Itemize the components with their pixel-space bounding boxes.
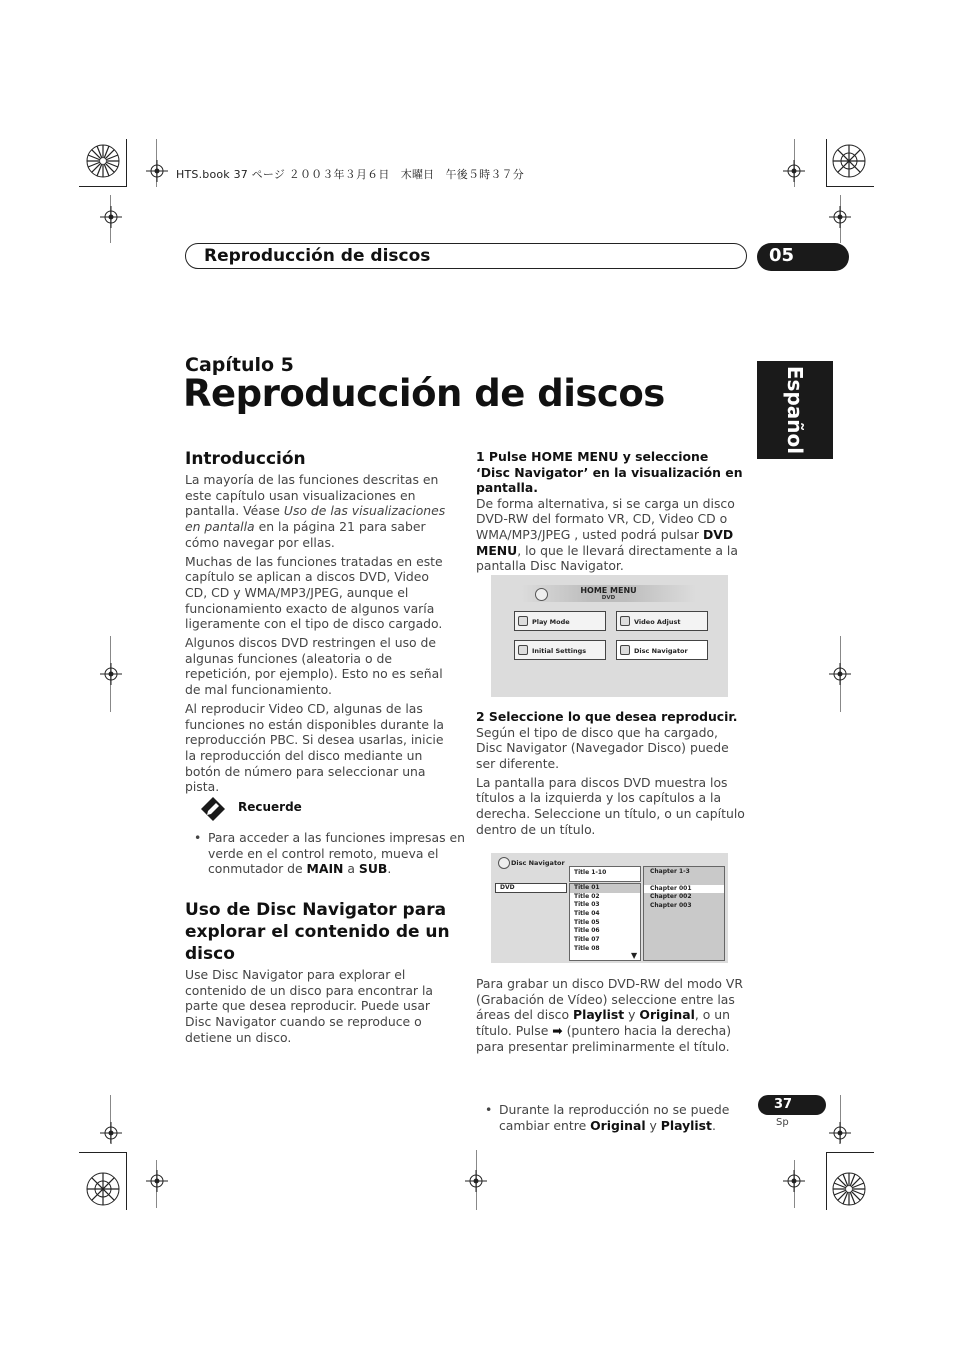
key-name: MAIN xyxy=(306,861,344,877)
intro-paragraph: Muchas de las funciones tratadas en este capítulo se aplican a discos DVD, Video CD, CD y WMA/MP3/JPEG, aunque el funcionamiento exacto de algunos varía ligeramente con el tipo de disco cargado. xyxy=(185,553,443,632)
language-tab xyxy=(757,361,833,459)
intro-heading: Introducción xyxy=(185,449,306,469)
video-adjust-button[interactable] xyxy=(616,611,708,631)
text: y xyxy=(624,1007,640,1023)
title-item[interactable]: Title 02 xyxy=(574,892,600,900)
text: . xyxy=(711,1117,716,1133)
crop-mark xyxy=(126,139,127,187)
page-title: Reproducción de discos xyxy=(183,372,665,415)
step1-text xyxy=(476,496,746,575)
right-arrow-icon: ➡ xyxy=(552,1023,563,1039)
text: , lo que le llevará directamente a la pantalla Disc Navigator. xyxy=(476,542,738,574)
disc-navigator-screen xyxy=(491,853,728,963)
step2 xyxy=(476,709,746,840)
crop-mark xyxy=(79,1152,127,1153)
text: Durante la reproducción no se puede cambiar entre xyxy=(499,1102,730,1133)
disc-navigator-icon xyxy=(620,645,630,655)
section-header xyxy=(185,243,747,269)
chapter-item[interactable]: Chapter 001 xyxy=(644,885,724,894)
chapter-label: Capítulo 5 xyxy=(185,354,294,376)
home-menu-subtitle: DVD xyxy=(601,595,616,601)
registration-sunburst-icon xyxy=(832,144,866,178)
language-label: Español xyxy=(783,365,807,455)
crop-mark xyxy=(826,1152,827,1210)
key-name: DVD MENU xyxy=(476,526,734,558)
home-menu-title: HOME MENU xyxy=(580,586,637,595)
button-label: Initial Settings xyxy=(532,647,587,655)
crop-mark xyxy=(79,186,127,187)
button-label: Video Adjust xyxy=(634,618,681,626)
titles-header: Title 1-10 xyxy=(569,866,641,882)
chapter-item[interactable]: Chapter 002 xyxy=(650,893,692,901)
text: a xyxy=(343,861,359,877)
crop-mark xyxy=(126,1152,127,1210)
title-item[interactable]: Title 01 xyxy=(570,884,640,893)
button-label: Play Mode xyxy=(532,618,570,626)
language-code: Sp xyxy=(776,1117,789,1128)
titles-list xyxy=(569,883,641,961)
settings-icon xyxy=(518,645,528,655)
cross-reference: Uso de las visualizaciones en pantalla xyxy=(185,503,446,535)
left-column xyxy=(185,448,453,798)
disc-navigator-button[interactable] xyxy=(616,640,708,660)
key-name: Original xyxy=(639,1007,695,1023)
text: (puntero hacia la derecha) para presentar preliminarmente el título. xyxy=(476,1023,732,1054)
page-number-badge xyxy=(758,1095,826,1115)
play-mode-button[interactable] xyxy=(514,611,606,631)
title-item[interactable]: Title 05 xyxy=(574,918,600,926)
text: De forma alternativa, si se carga un disco DVD-RW del formato VR, CD, Video CD o WMA/MP3/JPEG , usted podrá pulsar xyxy=(476,495,735,542)
registration-sunburst-icon xyxy=(86,144,120,178)
title-item[interactable]: Title 03 xyxy=(574,901,600,909)
title-item[interactable]: Title 08 xyxy=(574,944,600,952)
registration-crosshair-icon xyxy=(829,206,851,228)
registration-crosshair-icon xyxy=(146,1170,168,1192)
vr-bullet xyxy=(485,1102,759,1133)
step1 xyxy=(476,449,746,574)
chapter-badge xyxy=(757,243,849,271)
vr-paragraph xyxy=(476,976,746,1055)
step2-paragraph: La pantalla para discos DVD muestra los títulos a la izquierda y los capítulos a la derecha. Seleccione un título, o un capítulo dentro de un título. xyxy=(476,774,745,837)
key-name: Playlist xyxy=(573,1007,625,1023)
registration-crosshair-icon xyxy=(100,663,122,685)
text: . xyxy=(387,861,392,877)
intro-paragraph: Algunos discos DVD restringen el uso de algunas funciones (aleatoria o de repetición, por ejemplo). Esto no es señal de mal funcionamiento. xyxy=(185,635,443,698)
disc-navigator-paragraph: Use Disc Navigator para explorar el contenido de un disco para encontrar la parte que desea reproducir. Puede usar Disc Navigator cuando se reproduce o detiene un disco. xyxy=(185,967,433,1045)
registration-crosshair-icon xyxy=(783,1170,805,1192)
intro-body xyxy=(185,472,453,795)
title-item[interactable]: Title 04 xyxy=(574,910,600,918)
text: , o un título. Pulse xyxy=(476,1007,730,1039)
button-label: Disc Navigator xyxy=(634,647,688,655)
video-adjust-icon xyxy=(620,616,630,626)
disc-icon xyxy=(535,588,548,601)
chapters-header: Chapter 1-3 xyxy=(650,868,690,875)
title-item[interactable]: Title 06 xyxy=(574,927,600,935)
registration-crosshair-icon xyxy=(100,1122,122,1144)
registration-crosshair-icon xyxy=(829,1122,851,1144)
text: Para grabar un disco DVD-RW del modo VR (Grabación de Vídeo) seleccione entre las áreas del disco xyxy=(476,976,744,1023)
registration-sunburst-icon xyxy=(832,1172,866,1206)
text: Para acceder a las funciones impresas en verde en el control remoto, mueva el conmutador de xyxy=(208,830,465,877)
page-number: 37 xyxy=(774,1097,793,1112)
text: en la página 21 para saber cómo navegar por ellas. xyxy=(185,519,426,550)
scroll-down-arrow-icon[interactable]: ▼ xyxy=(631,951,638,960)
initial-settings-button[interactable] xyxy=(514,640,606,660)
play-mode-icon xyxy=(518,616,528,626)
memo-label: Recuerde xyxy=(238,800,302,814)
dvd-area-item[interactable]: DVD xyxy=(495,883,567,893)
registration-crosshair-icon xyxy=(146,160,168,182)
title-item[interactable]: Title 07 xyxy=(574,936,600,944)
registration-crosshair-icon xyxy=(100,206,122,228)
section-title: Reproducción de discos xyxy=(204,246,431,266)
memo-pen-icon xyxy=(200,796,226,822)
step2-body xyxy=(476,725,746,838)
home-menu-screen xyxy=(491,575,728,697)
navigator-title: Disc Navigator xyxy=(511,859,565,867)
chapter-number: 05 xyxy=(769,245,795,266)
disc-icon xyxy=(498,857,510,869)
memo-bullet xyxy=(194,830,466,877)
registration-crosshair-icon xyxy=(465,1170,487,1192)
key-name: Playlist xyxy=(660,1117,712,1133)
text: y xyxy=(645,1117,661,1133)
crop-mark xyxy=(826,186,874,187)
text: La mayoría de las funciones descritas en este capítulo usan visualizaciones en pantalla. Véase xyxy=(185,472,439,519)
registration-crosshair-icon xyxy=(783,160,805,182)
chapters-panel xyxy=(643,866,725,961)
key-name: Original xyxy=(590,1117,646,1133)
step2-heading: 2 Seleccione lo que desea reproducir. xyxy=(476,709,738,724)
chapter-item[interactable]: Chapter 003 xyxy=(650,902,692,910)
intro-paragraph: Al reproducir Video CD, algunas de las funciones no están disponibles durante la reproducción PBC. Si desea usarlas, inicie la reproducción del disco mediante un botón de número para seleccionar una pista. xyxy=(185,700,445,795)
crop-mark xyxy=(826,1152,874,1153)
disc-navigator-heading: Uso de Disc Navigator para explorar el contenido de un disco xyxy=(185,900,450,964)
registration-sunburst-icon xyxy=(86,1172,120,1206)
key-name: SUB xyxy=(358,861,388,877)
crop-mark xyxy=(826,139,827,187)
registration-crosshair-icon xyxy=(829,663,851,685)
intro-paragraph xyxy=(185,472,453,551)
step2-paragraph: Según el tipo de disco que ha cargado, Disc Navigator (Navegador Disco) puede ser diferente. xyxy=(476,724,729,771)
file-header: HTS.book 37 ページ ２００３年３月６日 木曜日 午後５時３７分 xyxy=(176,168,524,181)
step1-heading: 1 Pulse HOME MENU y seleccione ‘Disc Navigator’ en la visualización en pantalla. xyxy=(476,449,743,495)
